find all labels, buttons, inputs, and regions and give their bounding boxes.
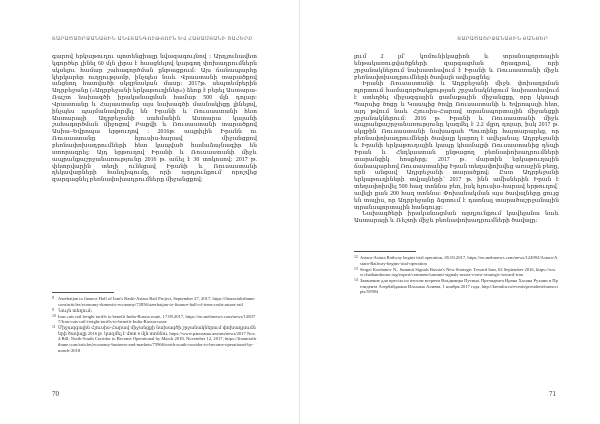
paragraph: Իրանի Ռուսաստանի և Ադրբեջանի միջև փոխադրման ոլորտում համագործակցության շրջանակներում նախատեսվում է ստեղծել միջազգային ցամաքային միջանցքը, որը կկապի Պարսից ծոցը և Կասպից ծովը Ռուսաստանի և Եվրոպայի հետ, այդ թվում նաև Հյուսիս-Հարավ տրանսպորտային միջանցքի շրջանակներում։ 2016 թ. Իրանի և Ռուսաստանի միջև ապրանքաշրջանառությունը կազմել է 2.2 մլրդ դոլար, իսկ 2017 թ. սկզբին Ռուսաստանի նախագահ Պուտինը հայտարարեց, որ բեռնափոխադրումների ծավալը կարող է ավելանալ։ Ադրբեջանի և Իրանի երկաթուղային կապը կհամալրի Ռուսաստանից դեպի Իրան և Հնդկաստան ընթացող բեռնափոխադրումների տարանցիկ հոսքերը։ 2017 թ. մարտին երկաթուղային ճանապարհով Ռուսաստանից Իրան տեղափոխվեց առաջին բեռը, որն անցավ Ադրբեջանի տարածքով։ Ըստ Ադրբեջանի երկաթուղիների տվյալների՝ 2017 թ. ինն ամիսներին Իրան է տեղափոխվել 500 հազ տոննա բեռ, իսկ հյուսիս-հարավ երթուղով՝ ավելի քան 200 հազ տոննա։ Փոխանակման այս ծավալները ցույց են տալիս, որ Ադրբեջանը ձգտում է դառնալ տարածաշրջանային տրանսպորտային հանգույց։ xyxy=(354,81,559,211)
footnote-text: Նույն տեղում։ xyxy=(58,307,93,313)
footnote-marker: 9 xyxy=(52,307,54,312)
footnote xyxy=(52,314,257,325)
paragraph: գարով երկաթուղու պոտենցիալը նվազագույնով ։ Արդյունավետ կգործեր լինել 60 մլն լիրա է հասցնելով կարգող փոխադրումներն սկսելու համար շահագործման ընթացքում։ Այս ճանապարհը կերկարեր ուղղությամբ, ինչպես նաև Վրաստանի տարածքով անցնող հատվածի սկզբնական մասը։ 2017թ. սեպտեմբերին Ադրբեջանը («Ադրբեջանի երկաթուղիներ») ձեռք է բերել Աստարա-Ռաշտ նախագծի իրականացման համար 500 մլն դոլար։ Վրաստանը և Հայաստանը այս նախագծի մասնակիցը լինելով, ինչպես պայմանավորվել են Իրանի և Ռուսաստանի հետ Աստարայի Ադրբեջանի սահմանին Աստարա կայանի շահագործման միջոցով Բաքվի և Ռուսաստանի տարածքով Ասիա–Եվրոպա երթուղով ։ 2016թ. ապրիլին Իրանն ու Ռուսաստանը հյուսիս-հարավ միջանցքով բեռնափոխադրումների հետ կապված համաձայնագիր են ստորագրել։ Այդ երթուղով Իրանի և Ռուսաստանի միջև ապրանքաշրջանառությունը 2016 թ. աճել է 30 տոկոսով։ 2017 թ. փետրվարին տեղի ունեցավ Իրանի և Ռուսաստանի ղեկավարների հանդիպումը, որի արդյունքում որոշվեց զարգացնել բեռնափոխադրումները միջանցքով։ xyxy=(52,54,257,184)
footnote-text: Sergei Kozhanov N., Summit Signals Russia's New Strategic Toward Iran, 02 September 2016, https://www.chathamhouse.org/expert/comment/summit-signals-russia-s-new-strategic-toward-iran xyxy=(360,266,556,278)
footnote-marker: 14 xyxy=(354,278,358,283)
footnote-marker: 8 xyxy=(52,296,54,300)
footnote xyxy=(354,267,559,278)
footnote-marker: 12 xyxy=(354,255,358,259)
paragraph: Նախագծերի իրականացման արդյունքում կավելանա նաև Աստարայի և Ռեշտի միջև բեռնափոխադրումների ծավալը։ xyxy=(354,211,559,225)
footnote xyxy=(52,296,257,307)
running-head-right: ՏԱՐԱԾԱՇՐՋԱՆԱՅԻՆ ՅԱՆՑԵՐ xyxy=(457,37,548,42)
footnote-separator xyxy=(52,292,114,293)
footnote-text: Заявление для прессы по итогам встречи Владимира Путина, Президента Ирана Хасана Рухани и Президента Азербайджана Ильхама Алиева, 1 ноября 2017 года, http://kremlin.ru/events/president/transcripts/55984 xyxy=(360,278,559,295)
footnote-marker: 13 xyxy=(354,266,358,271)
footnote-marker: 10 xyxy=(52,313,56,318)
footnotes-right xyxy=(354,255,559,295)
page-number-right: 71 xyxy=(549,390,556,398)
footnote xyxy=(52,325,257,353)
footnote-text: Azerbaijan to finance Half of Iran's Rasht-Astara Rail Project, September 27, 2017, https://financialtribune.com/articles/economy-domestic-economy/72856/azerbaijan-to-finance-half-of-irans-rasht-astara-rail xyxy=(58,296,256,307)
footnotes-left xyxy=(52,296,257,354)
footnote-text: Astara-Astara Railway begins trial operation, 05.03.2017, https://en.mehrnews.com/news/124092/Astara-Astara-Railway-begins-trial-operation xyxy=(360,255,558,266)
footnote xyxy=(354,255,559,266)
paragraph: լում 2 լմ՝ կոմունիկացիոն և տրանսպորտային ենթակառուցվածքների զարգացման ծրագրով, որի շրջանակներում նախատեսվում է Իրանի և Ռուսաստանի միջև բեռնափոխադրումների ծավալն ավելացնել։ xyxy=(354,54,559,81)
footnote xyxy=(52,308,257,314)
footnote-marker: 11 xyxy=(52,325,56,330)
page-number-left: 70 xyxy=(52,390,59,398)
running-head-left: ՏԱՐԱԾԱՇՐՋԱՆԱՅԻՆ ԱՆՎՏԱՆԳՈՒԹՅՈՒՆ ԵՎ ՀԱՅԱՍՏԱՆԻ ՇԱՀԵՐԸ xyxy=(52,37,253,42)
footnote-separator xyxy=(354,251,416,252)
footnote xyxy=(354,278,559,295)
footnote-text: Միջազգային Հյուսիս-Հարավ միջանցքի նախագծի շրջանակներում փոխադրումների ծավալը 2016 թ. կազմել է մոտ 6 մլն տոննա, https://www.panorama.am/am/news/2017 Nov. 4.Bill; North-South Corridor to Become Operational by March 2018, November 12, 2017, https://financialtribune.com/articles/economy-business-and-markets/75966/north-south-corridor-to-become-operational-by-march-2018 xyxy=(58,325,257,353)
left-page-body xyxy=(52,54,257,184)
right-page xyxy=(300,0,600,424)
footnote-text: Iran cuts rail freight tariffs to benefit India-Russia route, 17.09.2017, https://en.mehrnews.com/news/128377/Iran-cuts-rail-freight-tariffs-to-benefit-India-Russia-route xyxy=(58,313,256,325)
right-page-body xyxy=(354,54,559,225)
